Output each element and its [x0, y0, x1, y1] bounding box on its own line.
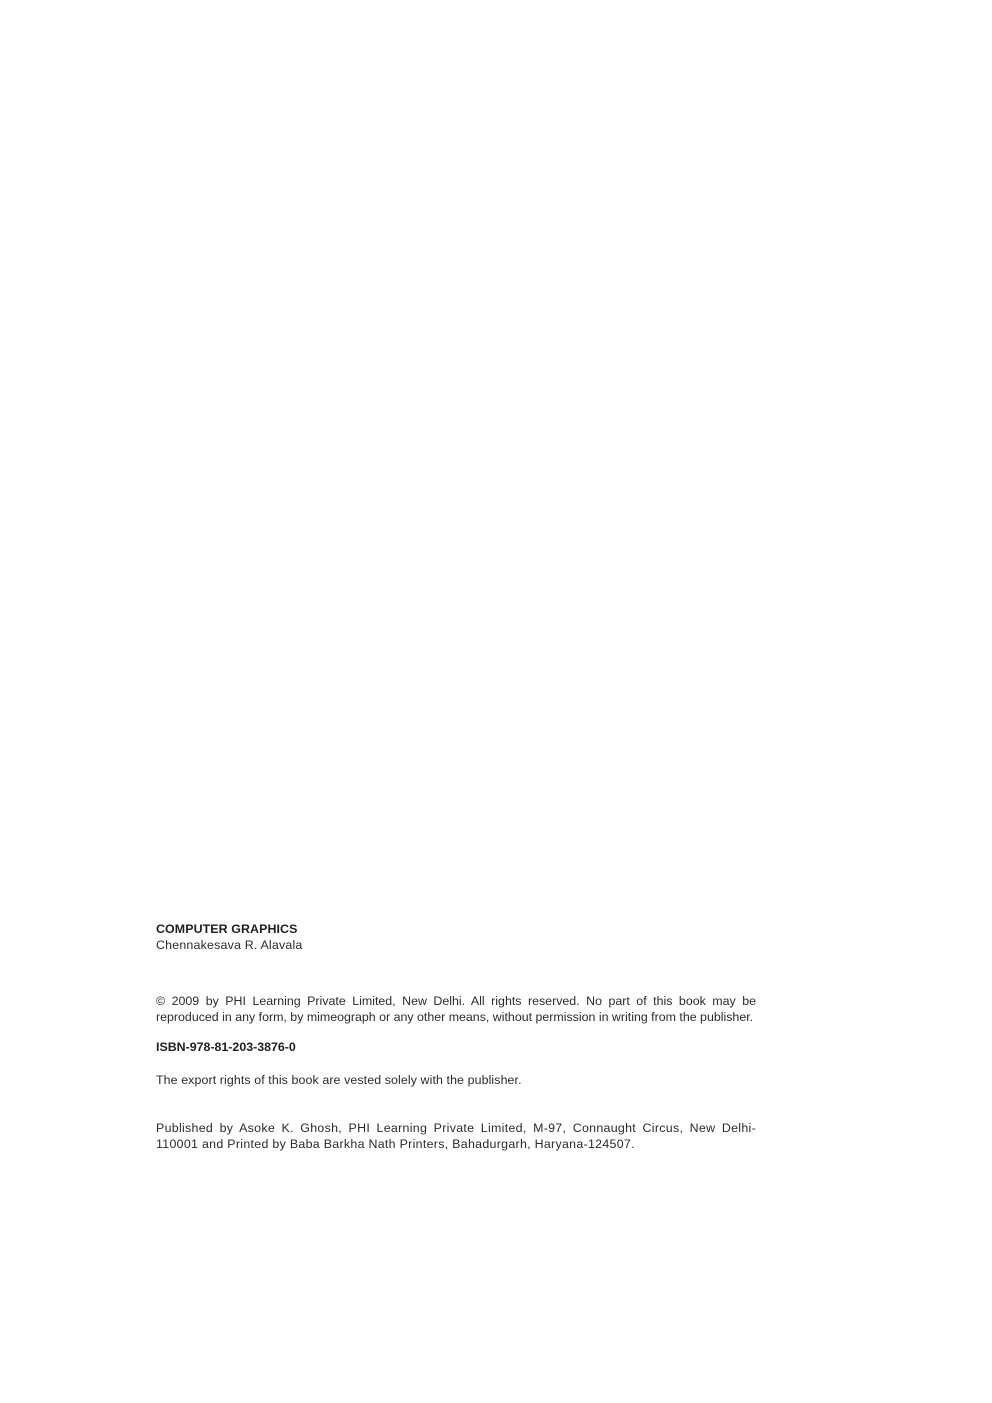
publisher-printer-info: Published by Asoke K. Ghosh, PHI Learning Private Limited, M-97, Connaught Circus, New Delhi-110001 and Printed by Baba Barkha Nath Printers, Bahadurgarh, Haryana-124507.	[156, 1121, 756, 1151]
book-author: Chennakesava R. Alavala	[156, 938, 303, 952]
isbn-number: ISBN-978-81-203-3876-0	[156, 1040, 296, 1054]
imprint-block	[156, 921, 756, 1152]
export-rights-notice: The export rights of this book are vested solely with the publisher.	[156, 1073, 522, 1087]
book-title: COMPUTER GRAPHICS	[156, 922, 298, 936]
copyright-notice: © 2009 by PHI Learning Private Limited, New Delhi. All rights reserved. No part of this book may be reproduced in any form, by mimeograph or any other means, without permission in writing from the publisher.	[156, 994, 756, 1024]
